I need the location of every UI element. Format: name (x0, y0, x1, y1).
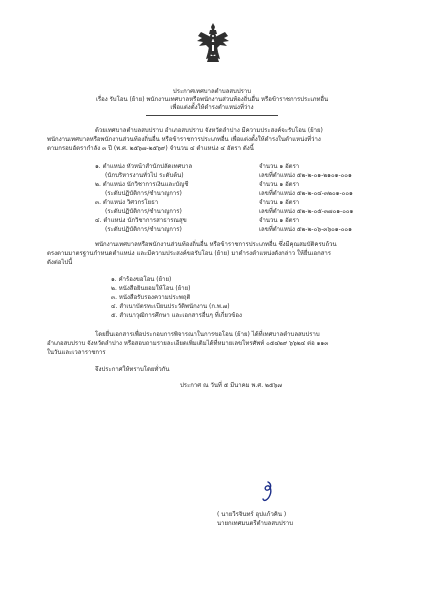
qualification-line-3: ดังต่อไปนี้ (47, 259, 73, 266)
header-divider (146, 115, 278, 116)
position-count: จำนวน ๑ อัตรา (259, 163, 300, 170)
qualification-line-1: พนักงานเทศบาลหรือพนักงานส่วนท้องถิ่นอื่น หรือข้าราชการประเภทอื่น ซึ่งมีคุณสมบัติครบถ้วน (95, 241, 337, 248)
submission-line-3: ในวันและเวลาราชการ (47, 349, 106, 356)
subject-line-2: เพื่อแต่งตั้งให้ดำรงตำแหน่งที่ว่าง (170, 104, 254, 111)
position-title: ๔. ตำแหน่ง นักวิชาการสาธารณสุข (95, 217, 187, 224)
list-item: ๒. หนังสือยินยอมให้โอน (ย้าย) (111, 285, 191, 292)
list-item: ๕. สำเนาวุฒิการศึกษา และเอกสารอื่นๆ ที่เกี่ยวข้อง (111, 312, 242, 319)
intro-line-2: พนักงานเทศบาลหรือพนักงานส่วนท้องถิ่นอื่น หรือข้าราชการประเภทอื่น เพื่อแต่งตั้งให้ดำรงในตำแหน่งที่ว่าง (47, 136, 321, 143)
announcement-date: ประกาศ ณ วันที่ ๕ มีนาคม พ.ศ. ๒๕๖๗ (180, 382, 282, 389)
position-number: เลขที่ตำแหน่ง ๕๒-๒-๐๕-๓๗๐๑-๐๐๑ (259, 208, 354, 215)
position-level: (ระดับปฏิบัติการ/ชำนาญการ) (105, 226, 182, 233)
list-item: ๑. คำร้องขอโอน (ย้าย) (111, 276, 172, 283)
qualification-line-2: ตรงตามมาตรฐานกำหนดตำแหน่ง และมีความประสงค์ขอรับโอน (ย้าย) มาดำรงตำแหน่งดังกล่าว ให้ยื่นเอกสาร (47, 250, 332, 257)
submission-line-2: อำเภอสบปราบ จังหวัดลำปาง หรือสอบถามรายละเอียดเพิ่มเติมได้ที่หมายเลขโทรศัพท์ ๐๕๔๒๙ ๖๖๒๔ ต่อ ๑๑๓ (47, 340, 329, 347)
position-level: (นักบริหารงานทั่วไป ระดับต้น) (105, 172, 184, 179)
list-item: ๔. สำเนาบัตรทะเบียนประวัติพนักงาน (ก.พ.๗) (111, 303, 230, 310)
intro-line-1: ด้วยเทศบาลตำบลสบปราบ อำเภอสบปราบ จังหวัดลำปาง มีความประสงค์จะรับโอน (ย้าย) (95, 127, 323, 134)
signatory-name: ( นายวีรจินทร์ อุปแก้วคิน ) (217, 511, 287, 518)
garuda-emblem (196, 22, 230, 64)
closing-text: จึงประกาศให้ทราบโดยทั่วกัน (95, 366, 170, 373)
signatory-title: นายกเทศมนตรีตำบลสบปราบ (217, 520, 294, 527)
org-title: ประกาศเทศบาลตำบลสบปราบ (172, 88, 252, 95)
position-count: จำนวน ๑ อัตรา (259, 217, 300, 224)
position-title: ๓. ตำแหน่ง วิศวกรโยธา (95, 199, 159, 206)
subject-line-1: เรื่อง รับโอน (ย้าย) พนักงานเทศบาลหรือพนักงานส่วนท้องถิ่นอื่น หรือข้าราชการประเภทอื่น (95, 96, 329, 103)
position-level: (ระดับปฏิบัติการ/ชำนาญการ) (105, 208, 182, 215)
position-level: (ระดับปฏิบัติการ/ชำนาญการ) (105, 190, 182, 197)
position-count: จำนวน ๑ อัตรา (259, 181, 300, 188)
list-item: ๓. หนังสือรับรองความประพฤติ (111, 294, 191, 301)
position-number: เลขที่ตำแหน่ง ๕๒-๒-๐๑-๒๑๐๑-๐๐๑ (259, 172, 352, 179)
signature (256, 480, 280, 504)
position-count: จำนวน ๑ อัตรา (259, 199, 300, 206)
position-number: เลขที่ตำแหน่ง ๕๒-๒-๐๖-๓๖๐๑-๐๐๑ (259, 226, 352, 233)
submission-line-1: โดยยื่นเอกสารเพื่อประกอบการพิจารณาในการขอโอน (ย้าย) ได้ที่เทศบาลตำบลสบปราบ (95, 331, 320, 338)
position-title: ๒. ตำแหน่ง นักวิชาการเงินและบัญชี (95, 181, 189, 188)
position-title: ๑. ตำแหน่ง หัวหน้าสำนักปลัดเทศบาล (95, 163, 193, 170)
intro-line-3: ตามกรอบอัตรากำลัง ๓ ปี (พ.ศ. ๒๕๖๗-๒๕๖๙) จำนวน ๔ ตำแหน่ง ๔ อัตรา ดังนี้ (47, 145, 254, 152)
position-number: เลขที่ตำแหน่ง ๕๒-๒-๐๔-๓๒๐๑-๐๐๑ (259, 190, 353, 197)
